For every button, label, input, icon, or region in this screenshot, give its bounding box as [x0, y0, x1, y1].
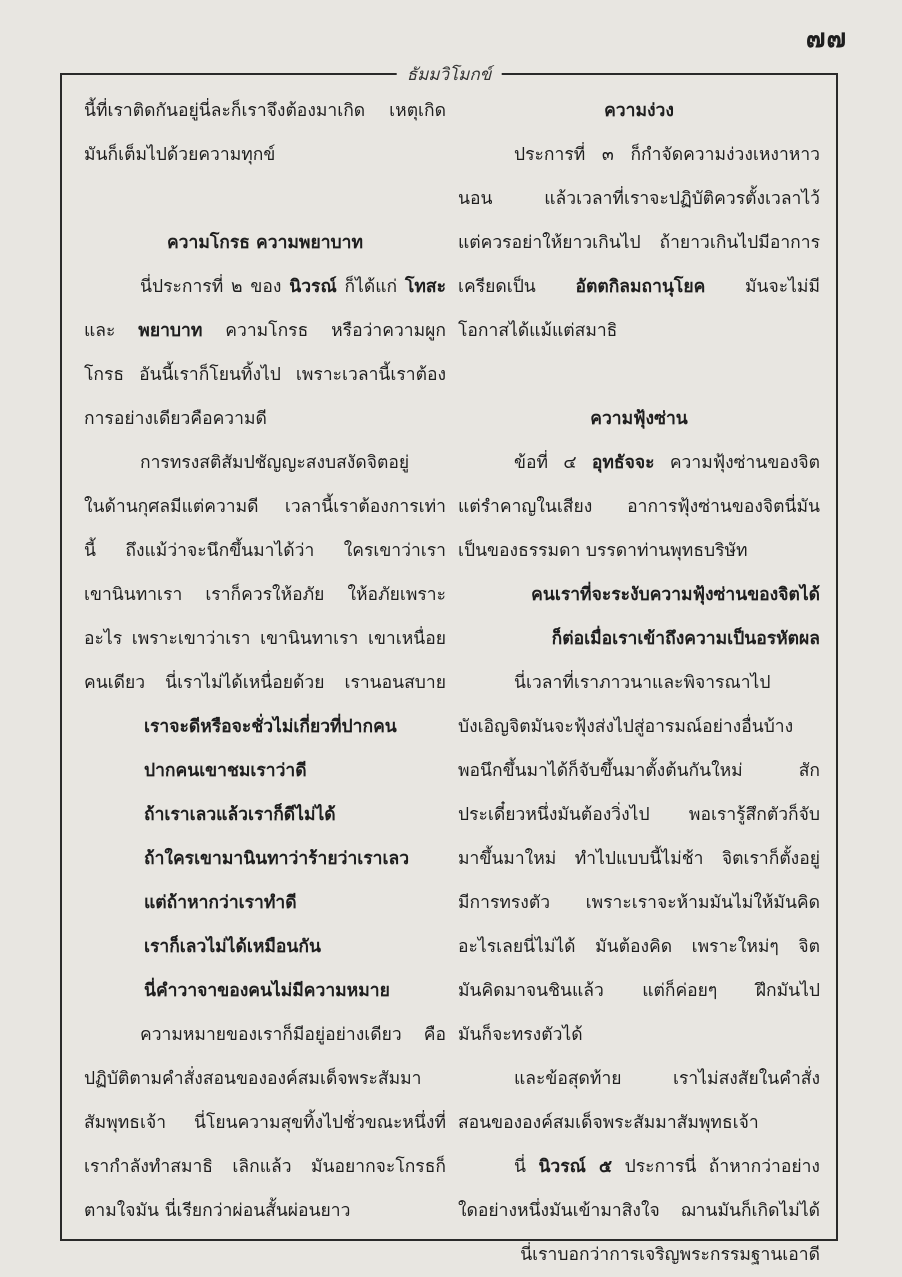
paragraph-line: นี่ นิวรณ์ ๕ ประการนี่ ถ้าหากว่าอย่าง	[514, 1157, 820, 1177]
paragraph-line: การอย่างเดียวคือความดี	[84, 409, 267, 429]
paragraph-line: คนเดียว นี่เราไม่ได้เหนื่อยด้วย เรานอนสบาย	[84, 673, 446, 693]
paragraph-line: อะไรเลยนี่ไม่ได้ มันต้องคิด เพราะใหม่ๆ จิต	[458, 937, 820, 957]
emphasis-line: ก็ต่อเมื่อเราเข้าถึงความเป็นอรหัตผล	[551, 629, 820, 649]
left-column	[84, 89, 446, 1233]
paragraph-line: สอนขององค์สมเด็จพระสัมมาสัมพุทธเจ้า	[458, 1113, 759, 1133]
verse-line: ถ้าเราเลวแล้วเราก็ดีไม่ได้	[144, 805, 336, 825]
paragraph-line: มันก็เต็มไปด้วยความทุกข์	[84, 145, 276, 165]
page-number: ๗๗	[805, 24, 847, 54]
paragraph-line: ปฏิบัติตามคำสั่งสอนขององค์สมเด็จพระสัมมา	[84, 1069, 422, 1089]
paragraph-line: การทรงสติสัมปชัญญะสงบสงัดจิตอยู่	[140, 453, 410, 473]
paragraph-line: มีการทรงตัว เพราะเราจะห้ามมันไม่ให้มันคิด	[458, 893, 820, 913]
verse-line: เราจะดีหรือจะชั่วไม่เกี่ยวที่ปากคน	[144, 717, 397, 737]
paragraph-line: สัมพุทธเจ้า นี่โยนความสุขทิ้งไปชั่วขณะหนึ่งที่	[84, 1113, 446, 1133]
paragraph-line: ตามใจมัน นี่เรียกว่าผ่อนสั้นผ่อนยาว	[84, 1201, 351, 1221]
paragraph-line: พอนึกขึ้นมาได้ก็จับขึ้นมาตั้งต้นกันใหม่ สัก	[458, 761, 820, 781]
paragraph-line: บังเอิญจิตมันจะฟุ้งส่งไปสู่อารมณ์อย่างอื่นบ้าง	[458, 717, 794, 737]
paragraph-line: แต่ควรอย่าให้ยาวเกินไป ถ้ายาวเกินไปมีอาการ	[458, 233, 820, 253]
emphasis-line: คนเราที่จะระงับความฟุ้งซ่านของจิตได้	[531, 585, 820, 605]
right-column	[458, 89, 820, 1277]
section-heading-anger: ความโกรธ ความพยาบาท	[166, 233, 364, 253]
paragraph-line: มาขึ้นมาใหม่ ทำไปแบบนี้ไม่ช้า จิตเราก็ตั้งอยู่	[458, 849, 820, 869]
paragraph-line: โกรธ อันนี้เราก็โยนทิ้งไป เพราะเวลานี้เราต้อง	[84, 365, 446, 385]
paragraph-line: อะไร เพราะเขาว่าเรา เขานินทาเรา เขาเหนื่อย	[84, 629, 446, 649]
paragraph-line: แต่รำคาญในเสียง อาการฟุ้งซ่านของจิตนี่มัน	[458, 497, 820, 517]
paragraph-line: นี่เราบอกว่าการเจริญพระกรรมฐานเอาดี	[520, 1245, 820, 1265]
paragraph-line: เขานินทาเรา เราก็ควรให้อภัย ให้อภัยเพราะ	[84, 585, 446, 605]
section-heading-restlessness: ความฟุ้งซ่าน	[590, 409, 688, 429]
paragraph-line: นี้ ถึงแม้ว่าจะนึกขึ้นมาได้ว่า ใครเขาว่าเรา	[84, 541, 446, 561]
verse-line: ถ้าใครเขามานินทาว่าร้ายว่าเราเลว	[144, 849, 410, 869]
content-frame	[60, 65, 838, 1265]
paragraph-line: นี้ที่เราติดกันอยู่นี่ละก็เราจึงต้องมาเกิด เหตุเกิด	[84, 101, 446, 121]
paragraph-line: มันก็จะทรงตัวได้	[458, 1025, 583, 1045]
paragraph-line: ใดอย่างหนึ่งมันเข้ามาสิงใจ ฌานมันก็เกิดไม่ได้	[458, 1201, 820, 1221]
paragraph-line: นอน แล้วเวลาที่เราจะปฏิบัติควรตั้งเวลาไว้	[458, 189, 820, 209]
paragraph-line: นี่ประการที่ ๒ ของ นิวรณ์ ก็ได้แก่ โทสะ	[140, 277, 446, 297]
paragraph-line: เรากำลังทำสมาธิ เลิกแล้ว มันอยากจะโกรธก็	[84, 1157, 446, 1177]
paragraph-line: และข้อสุดท้าย เราไม่สงสัยในคำสั่ง	[514, 1069, 820, 1089]
paragraph-line: ในด้านกุศลมีแต่ความดี เวลานี้เราต้องการเท่า	[84, 497, 446, 517]
running-header: ธัมมวิโมกข์	[397, 61, 502, 88]
verse-line: นี่คำวาจาของคนไม่มีความหมาย	[144, 981, 390, 1001]
paragraph-line: เครียดเป็น อัตตกิลมถานุโยค มันจะไม่มี	[458, 277, 821, 297]
paragraph-line: และ พยาบาท ความโกรธ หรือว่าความผูก	[84, 321, 446, 341]
paragraph-line: โอกาสได้แม้แต่สมาธิ	[458, 321, 618, 341]
paragraph-line: นี่เวลาที่เราภาวนาและพิจารณาไป	[514, 673, 771, 693]
paragraph-line: ประการที่ ๓ ก็กำจัดความง่วงเหงาหาว	[514, 145, 820, 165]
verse-line: ปากคนเขาชมเราว่าดี	[144, 761, 307, 781]
paragraph-line: เป็นของธรรมดา บรรดาท่านพุทธบริษัท	[458, 541, 748, 561]
verse-line: เราก็เลวไม่ได้เหมือนกัน	[144, 937, 321, 957]
paragraph-line: ข้อที่ ๔ อุทธัจจะ ความฟุ้งซ่านของจิต	[514, 453, 820, 473]
paragraph-line: มันคิดมาจนชินแล้ว แต่ก็ค่อยๆ ฝึกมันไป	[458, 981, 820, 1001]
paragraph-line: ประเดี๋ยวหนึ่งมันต้องวิ่งไป พอเรารู้สึกตัวก็จับ	[458, 805, 820, 825]
section-heading-drowsiness: ความง่วง	[604, 101, 674, 121]
paragraph-line: ความหมายของเราก็มีอยู่อย่างเดียว คือ	[140, 1025, 446, 1045]
verse-line: แต่ถ้าหากว่าเราทำดี	[144, 893, 297, 913]
